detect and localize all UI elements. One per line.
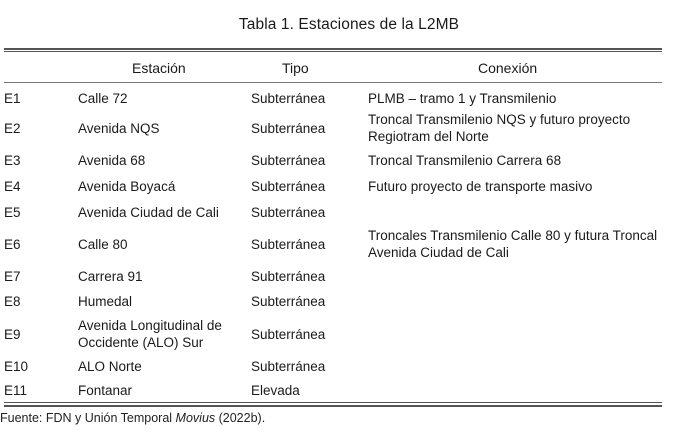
header-conexion: Conexión (478, 60, 538, 76)
row-conexion (368, 315, 660, 353)
row-estacion: Avenida Longitudinal de Occidente (ALO) Sur (78, 318, 222, 350)
row-conexion (368, 380, 660, 400)
row-tipo: Subterránea (251, 236, 326, 252)
row-id: E11 (4, 382, 28, 398)
row-estacion: Avenida Ciudad de Cali (78, 204, 219, 220)
table-row (4, 109, 662, 147)
row-conexion (368, 291, 660, 311)
row-estacion: Avenida NQS (78, 120, 160, 136)
row-tipo: Subterránea (251, 293, 326, 309)
row-tipo: Subterránea (251, 204, 326, 220)
row-conexion: Troncal Transmilenio NQS y futuro proyecto Regiotram del Norte (368, 112, 631, 144)
table-row (4, 202, 662, 222)
source-prefix: Fuente: FDN y Unión Temporal (0, 411, 176, 425)
row-estacion: Avenida 68 (78, 152, 146, 168)
row-estacion: Humedal (78, 293, 133, 309)
row-id: E9 (4, 326, 21, 342)
row-tipo: Subterránea (251, 268, 326, 284)
top-rule-outer (4, 48, 662, 50)
table-caption: Tabla 1. Estaciones de la L2MB (238, 16, 460, 33)
header-tipo: Tipo (282, 60, 309, 76)
row-estacion: Calle 80 (78, 236, 128, 252)
row-conexion (368, 202, 660, 222)
table-row (4, 291, 662, 311)
table-row (4, 225, 662, 263)
header-estacion: Estación (132, 60, 186, 76)
table-header (4, 52, 662, 82)
row-estacion: ALO Norte (78, 358, 142, 374)
header-rule (4, 82, 662, 83)
row-conexion: Troncales Transmilenio Calle 80 y futura Troncal Avenida Ciudad de Cali (368, 228, 658, 260)
row-tipo: Subterránea (251, 120, 326, 136)
row-conexion: Troncal Transmilenio Carrera 68 (368, 152, 562, 168)
row-tipo: Subterránea (251, 178, 326, 194)
row-id: E10 (4, 358, 29, 374)
row-id: E1 (4, 90, 21, 106)
row-id: E7 (4, 268, 21, 284)
row-tipo: Subterránea (251, 90, 326, 106)
row-tipo: Subterránea (251, 152, 326, 168)
row-estacion: Calle 72 (78, 90, 128, 106)
row-id: E4 (4, 178, 21, 194)
row-tipo: Subterránea (251, 326, 326, 342)
row-tipo: Elevada (251, 382, 300, 398)
row-id: E3 (4, 152, 21, 168)
table-row (4, 315, 662, 353)
table-row (4, 88, 662, 108)
row-id: E2 (4, 120, 21, 136)
table-row (4, 380, 662, 400)
table-row (4, 356, 662, 376)
row-estacion: Avenida Boyacá (78, 178, 176, 194)
row-estacion: Carrera 91 (78, 268, 143, 284)
row-id: E5 (4, 204, 21, 220)
bottom-rule-inner (4, 402, 662, 403)
bottom-rule-outer (4, 405, 662, 407)
row-conexion (368, 356, 660, 376)
row-estacion: Fontanar (78, 382, 133, 398)
table-row (4, 266, 662, 286)
table-row (4, 150, 662, 170)
row-id: E8 (4, 293, 21, 309)
row-conexion (368, 266, 660, 286)
table-source (0, 411, 265, 425)
row-conexion: PLMB – tramo 1 y Transmilenio (368, 90, 557, 106)
source-italic: Movius (175, 411, 216, 425)
row-conexion: Futuro proyecto de transporte masivo (368, 178, 593, 194)
source-suffix: (2022b). (215, 411, 266, 425)
table-row (4, 176, 662, 196)
row-id: E6 (4, 236, 21, 252)
row-tipo: Subterránea (251, 358, 326, 374)
